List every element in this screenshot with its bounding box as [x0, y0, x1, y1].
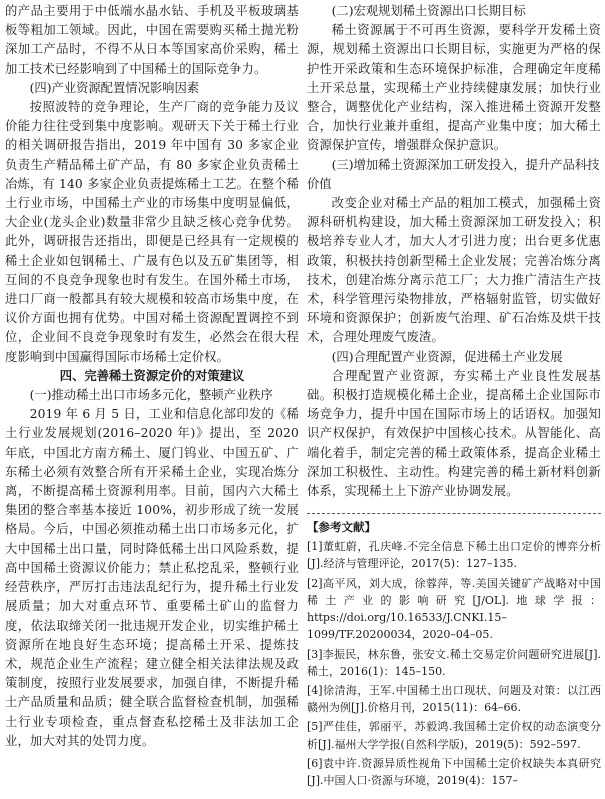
paragraph-export-diversification: 2019 年 6 月 5 日，工业和信息化部印发的《稀土行业发展规划(2016–2020 年)》提出，至 2020 年底，中国北方南方稀土、厦门钨业、中国五矿、广东稀土必须有效整合所有开采稀土企业，实现冶炼分离，不断提高稀土资源利用率。目前，国内六大稀土集团的整合率基本接近 100%，初步形成了统一发展格局。今后，中国必须推动稀土出口市场多元化，扩大中国稀土出口量，同时降低稀土出口风险系数，提高中国稀土资源议价能力；禁止私挖乱采，整顿行业经营秩序，严厉打击违法乱纪行为，提升稀土行业发展质量；加大对重点环节、重要稀土矿山的监督力度，依法取缔关闭一批违规开发企业，切实维护稀土资源所在地良好生态环境；提高稀土开采、提炼技术，规范企业生产流程；建立健全相关法律法规及政策制度，按照行业发展要求，加强自律，不断提升稀土产品质量和品质；健全联合监督检查机制，加强稀土行业专项检查，重点督查私挖稀土及非法加工企业，加大对其的处罚力度。 — [5, 407, 299, 748]
paragraph-long-term-goal: 稀土资源属于不可再生资源，要科学开发稀土资源，规划稀土资源出口长期目标，实施更为严格的保护性开采政策和生态环境保护标准，合理确定年度稀土开采总量，实现稀土产业持续健康发展；加快行业整合，调整优化产业结构，深入推进稀土资源开发整合，加快行业兼并重组，提高产业集中度；加大稀土资源保护宣传，增强群众保护意识。 — [307, 23, 601, 153]
reference-item: [3]李振民，林东鲁，张安文.稀土交易定价问题研究进展[J].稀土，2016(1)：145–150. — [307, 647, 601, 678]
references-section — [307, 513, 601, 789]
reference-item: [4]徐清海，王军.中国稀土出口现状、问题及对策：以江西赣州为例[J].价格月刊，2015(11)：64–66. — [307, 683, 601, 715]
paragraph-continued: 的产品主要用于中低端水晶水钻、手机及平板玻璃基板等粗加工领域。因此，中国在需要购买稀土抛光粉深加工产品时，不得不从日本等国家高价采购，稀土加工技术已经影响到了中国稀土的国际竞争力。 — [5, 4, 299, 76]
reference-item: [1]董虹蔚，孔庆峰.不完全信息下稀土出口定价的博弈分析[J].经济与管理评论，2017(5)：127–135. — [307, 540, 601, 571]
left-column — [5, 2, 299, 797]
references-title: 【参考文献】 — [307, 520, 376, 535]
subsection-heading-4b: (四)合理配置产业资源，促进稀土产业发展 — [331, 349, 563, 364]
paragraph-deep-processing: 改变企业对稀土产品的粗加工模式，加强稀土资源科研机构建设，加大稀土资源深加工研发投入；积极培养专业人才，加大人才引进力度；出台更多优惠政策，积极扶持创新型稀土企业发展；完善冶炼分离技术，创建冶炼分离示范工厂；大力推广清洁生产技术，科学管理污染物排放，严格辐射监管，切实做好环境和资源保护；创新废气治理、矿石冶炼及烘干技术，合理处理废气废渣。 — [307, 196, 601, 345]
paragraph-competition: 按照波特的竞争理论，生产厂商的竞争能力及议价能力往往受到集中度影响。观研天下关于稀土行业的相关调研报告指出，2019 年中国有 30 多家企业负责生产精品稀土矿产品，有 80 多家企业负责稀土冶炼，有 140 多家企业负责提炼稀土工艺。在整个稀土行业市场，中国稀土产业的市场集中度明显偏低，大企业(龙头企业)数量非常少且缺乏核心竞争优势。此外，调研报告还指出，即便是已经具有一定规模的稀土企业如包钢稀土、广晟有色以及五矿集团等，相互间的不良竞争现象也时有发生。在国外稀土市场，进口厂商一般都具有较大规模和较高市场集中度，在议价方面也拥有优势。中国对稀土资源配置调控不到位，企业间不良竞争现象时有发生，必然会在很大程度影响到中国赢得国际市场稀土定价权。 — [5, 100, 299, 364]
subsection-heading-3: (三)增加稀土资源深加工研发投入，提升产品科技价值 — [307, 157, 600, 191]
section-heading-4: 四、完善稀土资源定价的对策建议 — [59, 368, 245, 383]
paragraph-resource-allocation: 合理配置产业资源，夯实稀土产业良性发展基础。积极打造规模化稀土企业，提高稀土企业国际市场竞争力，提升中国在国际市场上的话语权。加强知识产权保护，有效保护中国核心技术。从智能化、高端化着手，制定完善的稀土政策体系，提高企业稀土深加工积极性、主动性。构建完善的稀土新材料创新体系，实现稀土上下游产业协调发展。 — [307, 368, 601, 499]
subsection-heading-4: (四)产业资源配置情况影响因素 — [29, 80, 200, 95]
subsection-heading-2: (二)宏观规划稀土资源出口长期目标 — [331, 4, 526, 18]
subsection-heading-1: (一)推动稀土出口市场多元化，整顿产业秩序 — [29, 388, 273, 403]
reference-item: [2]高平风，刘大成，徐蓉萍，等.美国关键矿产战略对中国稀土产业的影响研究[J/OL].地球学报：https://doi.org/10.16533/J.CNKI.15–1099/TF.20200034，2020–04–05. — [307, 576, 601, 642]
reference-item: [5]严佳佳，郭丽平，苏毅鸿.我国稀土定价权的动态演变分析[J].福州大学学报(自然科学版)，2019(5)：592–597. — [307, 720, 601, 751]
right-column — [307, 2, 601, 797]
reference-item: [6]袁中许.资源异质性视角下中国稀土定价权缺失本真研究[J].中国人口·资源与环境，2019(4)：157– — [307, 756, 601, 787]
